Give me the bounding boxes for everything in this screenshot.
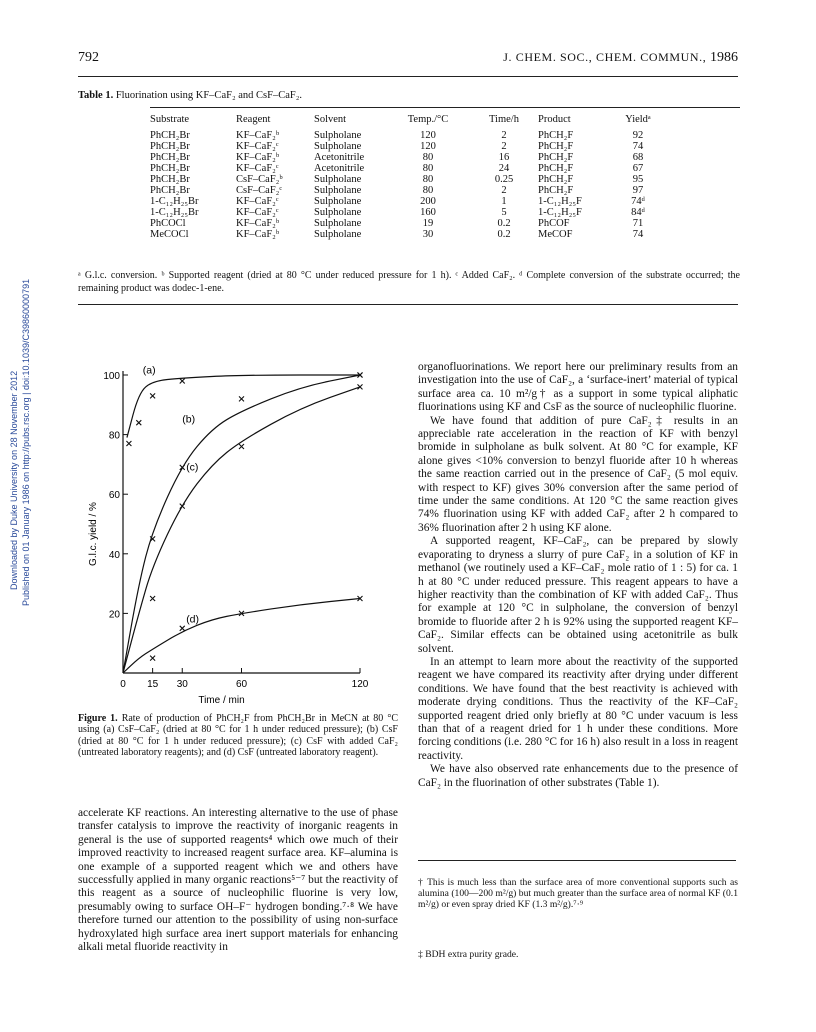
table-cell: 74 [632,141,644,152]
journal-year: 1986 [710,50,738,65]
data-point [136,420,141,425]
table-cell: KF–CaF₂ᶜ [236,196,279,207]
table-cell: Sulpholane [314,207,362,218]
table-cell: 1 [501,196,507,207]
x-tick-label: 0 [120,679,126,690]
table-cell: PhCH₂Br [150,185,190,196]
header-rule [78,76,738,77]
table-cell: 0.25 [494,174,514,185]
journal-title: J. CHEM. SOC., CHEM. COMMUN., [503,50,707,64]
table-cell: 2 [501,185,507,196]
table-cell: PhCH₂F [538,130,574,141]
table-cell: PhCH₂Br [150,141,190,152]
data-point [239,444,244,449]
table-caption [78,90,302,101]
table-cell: 1-C₁₂H₂₅Br [150,207,199,218]
table-cell: Sulpholane [314,174,362,185]
table-cell: MeCOF [538,229,573,240]
table-cell: 80 [422,163,434,174]
data-point [180,626,185,631]
table-cell: KF–CaF₂ᶜ [236,207,279,218]
y-axis-label: G.l.c. yield / % [88,502,99,566]
page-number: 792 [78,50,99,65]
data-point [239,396,244,401]
cross-marker [239,444,244,449]
paragraph: In an attempt to learn more about the reactivity of the supported reagent we have compared its reactivity after drying under different conditions. We have found that the best reactivity is achieved with moderate drying conditions. Thus the reactivity of the KF–CaF₂ supported reagent dried only briefly at 80 °C under vacuum is less than that of a reagent dried for 1 h under these conditions. More forcing conditions (i.e. 280 °C for 16 h) also result in a loss in reagent reactivity. [418,655,738,762]
cross-marker [150,393,155,398]
table-cell: 0.2 [497,229,511,240]
table-column [484,114,524,240]
table-cell: Sulpholane [314,185,362,196]
table-cell: 160 [420,207,436,218]
table-cell: KF–CaF₂ᶜ [236,141,279,152]
table-cell: KF–CaF₂ᵇ [236,130,280,141]
table-header: Temp./°C [407,114,449,125]
footnote-dagger: † This is much less than the surface area of more conventional supports such as alumina (100—200 m²/g) but much greater than the surface area of normal KF (0.1 m²/g) or even spray dried KF (1.3 m²/g).⁷·⁹ [418,877,738,910]
table-column [150,114,230,240]
table-cell: KF–CaF₂ᵇ [236,229,280,240]
table-cell: 16 [498,152,510,163]
data-point [126,441,131,446]
paragraph: We have also observed rate enhancements due to the presence of CaF₂ in the fluorination of other substrates (Table 1). [418,763,738,789]
table-cell: PhCOCl [150,218,186,229]
table-cell: MeCOCl [150,229,189,240]
cross-marker [150,596,155,601]
table-cell: Sulpholane [314,130,362,141]
table-cell: 19 [422,218,434,229]
series-line [123,599,360,674]
table-cell: 1-C₁₂H₂₅F [538,207,582,218]
table-cell: PhCH₂F [538,152,574,163]
data-point [180,504,185,509]
table-caption-text: Fluorination using KF–CaF₂ and CsF–CaF₂. [113,90,302,101]
table-cell: 80 [422,174,434,185]
table-cell: Acetonitrile [314,163,365,174]
series-line [127,375,360,438]
table-cell: Acetonitrile [314,152,365,163]
table-cell: 67 [632,163,644,174]
table-cell: 30 [422,229,434,240]
series-label: (b) [182,413,196,426]
table-cell: PhCH₂F [538,163,574,174]
y-tick-label: 60 [108,490,120,502]
table-cell: 2 [501,141,507,152]
y-tick-label: 20 [108,609,120,621]
table-cell: KF–CaF₂ᶜ [236,163,279,174]
table-cell: 95 [632,174,644,185]
series-line [123,387,360,673]
table-cell: Sulpholane [314,218,362,229]
table-header: Reagent [236,114,271,125]
table-cell: Sulpholane [314,196,362,207]
table-cell: PhCH₂Br [150,152,190,163]
x-tick-label: 15 [147,679,159,690]
table-cell: 80 [422,185,434,196]
journal-header [503,50,738,66]
table-column [314,114,402,240]
table-cell: KF–CaF₂ᵇ [236,218,280,229]
footnote-rule [418,860,736,861]
table-cell: KF–CaF₂ᵇ [236,152,280,163]
cross-marker [180,626,185,631]
table-column [404,114,452,240]
table-cell: 1-C₁₂H₂₅F [538,196,582,207]
series-line [123,375,360,673]
table-cell: 71 [632,218,644,229]
y-tick-label: 80 [108,430,120,442]
series-label: (a) [142,364,156,377]
paragraph: We have found that addition of pure CaF₂‡ results in an appreciable rate acceleration in the reaction of KF with benzyl bromide in sulpholane as bulk solvent. At 80 °C for example, KF alone gives <10% conversion to benzyl fluoride after 10 h whereas the same reaction carried out in the presence of CaF₂ (5 mol equiv. with respect to KF) gives 30% conversion after the same period of time under the same conditions. At 120 °C the same reaction gives 74% fluorination using KF with added CaF₂ after 2 h compared to 36% fluorination after 2 h using KF alone. [418,414,738,534]
cross-marker [180,504,185,509]
data-point [180,378,185,383]
table-header: Yieldᵃ [625,114,651,125]
table-cell: 120 [420,130,436,141]
table-cell: 68 [632,152,644,163]
table-column [620,114,656,240]
table-column [538,114,614,240]
table-cell: 5 [501,207,507,218]
data-point [150,596,155,601]
table-cell: CsF–CaF₂ᶜ [236,185,283,196]
table-header: Time/h [489,114,519,125]
series-label: (d) [186,613,200,626]
cross-marker [136,420,141,425]
table-top-rule [150,107,740,108]
table-cell: Sulpholane [314,141,362,152]
x-tick-label: 60 [235,679,248,690]
download-notice[interactable]: Downloaded by Duke University on 28 November 2012 [9,370,19,590]
table-cell: PhCH₂Br [150,174,190,185]
cross-marker [126,441,131,446]
table-column [236,114,310,240]
table-cell: 1-C₁₂H₂₅Br [150,196,199,207]
table-cell: PhCH₂Br [150,163,190,174]
table-cell: 84ᵈ [631,207,645,218]
table-cell: PhCH₂F [538,185,574,196]
table-cell: 74ᵈ [631,196,645,207]
table-cell: 24 [498,163,510,174]
table-header: Product [538,114,571,125]
data-point [150,656,155,661]
table-cell: CsF–CaF₂ᵇ [236,174,283,185]
yield-chart [78,355,398,705]
y-tick-label: 40 [108,549,120,561]
footnote-double-dagger: ‡ BDH extra purity grade. [418,949,519,960]
figure-caption-text: Rate of production of PhCH₂F from PhCH₂Br in MeCN at 80 °C using (a) CsF–CaF₂ (dried at 80 °C for 1 h under reduced pressure); (b) CsF (dried at 80 °C for 1 h under reduced pressure); (c) CsF with added CaF₂ (untreated laboratory reagents); and (d) CsF (untreated laboratory reagent). [78,713,398,759]
paragraph: organofluorinations. We report here our preliminary results from an investigation into the use of CaF₂, a ‘surface-inert’ material of typical surface area ca. 10 m²/g† as a support in some typical aliphatic fluorinations using KF and CsF as the source of nucleophilic fluorine. [418,361,738,414]
table-cell: 200 [420,196,436,207]
figure-caption [78,713,398,759]
table-cell: 80 [422,152,434,163]
table-notes: ᵃ G.l.c. conversion. ᵇ Supported reagent (dried at 80 °C under reduced pressure for 1 h). ᶜ Added CaF₂. ᵈ Complete conversion of the substrate occurred; the remaining product was dodec-1-ene. [78,270,740,294]
right-column-text [418,361,738,790]
y-tick-label: 100 [103,371,120,382]
x-axis-label: Time / min [198,695,245,705]
table-cell: 97 [632,185,644,196]
table-cell: PhCH₂F [538,174,574,185]
data-point [150,393,155,398]
table-cell: PhCH₂Br [150,130,190,141]
cross-marker [239,396,244,401]
table-cell: 2 [501,130,507,141]
table-bottom-rule [78,304,738,305]
figure-caption-label: Figure 1. [78,713,118,724]
table-cell: 0.2 [497,218,511,229]
table-cell: PhCH₂F [538,141,574,152]
series-label: (c) [186,461,199,474]
table-cell: 74 [632,229,644,240]
cross-marker [180,378,185,383]
x-tick-label: 120 [351,679,369,690]
table-caption-label: Table 1. [78,90,114,101]
left-column-text: accelerate KF reactions. An interesting alternative to the use of phase transfer catalysis to improve the reactivity of inorganic reagents in general is the use of supported reagents⁴ which owe much of their improved reactivity to increased reagent surface area. KF–alumina is one example of a supported reagent which we and others have successfully applied in many organic reactions⁵⁻⁷ but the reactivity of this reagent as a source of nucleophilic fluorine is very low, presumably owing to surface OH–F⁻ hydrogen bonding.⁷·⁸ We have therefore turned our attention to the possibility of using non-surface hydroxylated high surface area inert support materials for enhancing alkali metal fluoride reactivity in [78,807,398,954]
table-header: Solvent [314,114,347,125]
x-tick-label: 30 [176,679,188,690]
cross-marker [150,656,155,661]
table-cell: PhCOF [538,218,570,229]
table-cell: 120 [420,141,436,152]
table-header: Substrate [150,114,190,125]
table-cell: 92 [632,130,644,141]
publication-notice[interactable]: Published on 01 January 1986 on http://pubs.rsc.org | doi:10.1039/C39860000791 [21,278,31,606]
table-cell: Sulpholane [314,229,362,240]
paragraph: A supported reagent, KF–CaF₂, can be prepared by slowly evaporating to dryness a slurry of pure CaF₂ in a solution of KF in methanol (we routinely used a KF–CaF₂ mole ratio of 1 : 5) for ca. 1 h at 80 °C under reduced pressure. This reagent appears to have a higher reactivity than the combination of KF with added CaF₂. Thus for example at 120 °C in sulpholane, the conversion of benzyl bromide to fluoride after 2 h is 92% using the supported reagent KF–CaF₂. Similar effects can be obtained using acetonitrile as bulk solvent. [418,535,738,655]
